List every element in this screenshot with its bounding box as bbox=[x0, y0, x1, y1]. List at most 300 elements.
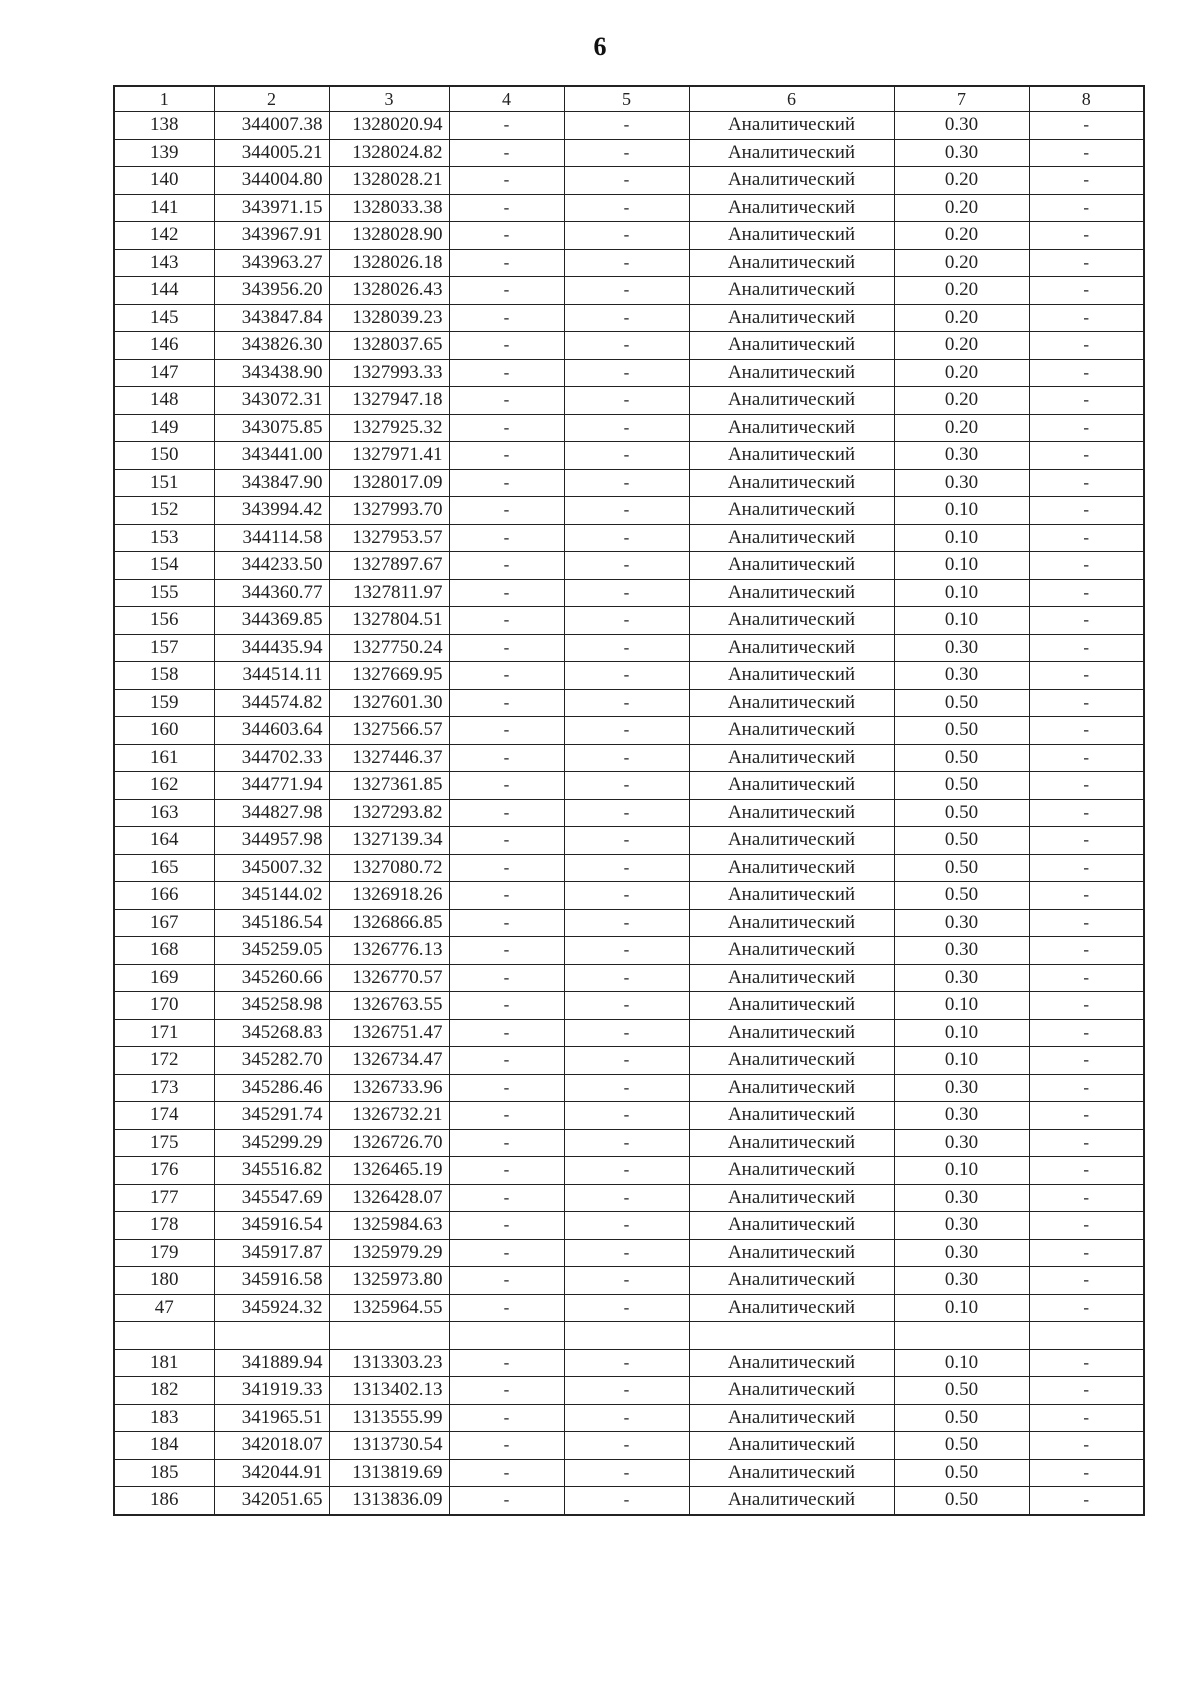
method-cell: Аналитический bbox=[689, 607, 894, 635]
column-5-cell: - bbox=[564, 1074, 689, 1102]
point-number-cell: 182 bbox=[114, 1377, 214, 1405]
method-cell: Аналитический bbox=[689, 469, 894, 497]
column-5-cell: - bbox=[564, 1157, 689, 1185]
method-cell: Аналитический bbox=[689, 1267, 894, 1295]
accuracy-cell: 0.10 bbox=[894, 497, 1029, 525]
x-coordinate-cell: 345259.05 bbox=[214, 937, 329, 965]
point-number-cell: 144 bbox=[114, 277, 214, 305]
x-coordinate-cell: 341889.94 bbox=[214, 1349, 329, 1377]
column-8-cell: - bbox=[1029, 579, 1144, 607]
column-5-cell: - bbox=[564, 634, 689, 662]
y-coordinate-cell: 1328037.65 bbox=[329, 332, 449, 360]
column-4-cell: - bbox=[449, 1102, 564, 1130]
point-number-cell: 160 bbox=[114, 717, 214, 745]
column-4-cell: - bbox=[449, 1239, 564, 1267]
page-number: 6 bbox=[593, 32, 607, 61]
column-5-cell: - bbox=[564, 717, 689, 745]
accuracy-cell: 0.20 bbox=[894, 387, 1029, 415]
method-cell: Аналитический bbox=[689, 1047, 894, 1075]
point-number-cell: 169 bbox=[114, 964, 214, 992]
column-8-cell: - bbox=[1029, 882, 1144, 910]
column-8-cell: - bbox=[1029, 1349, 1144, 1377]
method-cell: Аналитический bbox=[689, 552, 894, 580]
accuracy-cell: 0.10 bbox=[894, 1157, 1029, 1185]
column-5-cell: - bbox=[564, 277, 689, 305]
column-8-cell: - bbox=[1029, 964, 1144, 992]
table-row bbox=[114, 249, 1144, 277]
method-cell: Аналитический bbox=[689, 579, 894, 607]
table-row bbox=[114, 882, 1144, 910]
x-coordinate-cell: 345186.54 bbox=[214, 909, 329, 937]
method-cell: Аналитический bbox=[689, 992, 894, 1020]
x-coordinate-cell: 342051.65 bbox=[214, 1487, 329, 1515]
table-row bbox=[114, 1074, 1144, 1102]
accuracy-cell: 0.50 bbox=[894, 744, 1029, 772]
column-4-cell: - bbox=[449, 1459, 564, 1487]
column-8-cell: - bbox=[1029, 1184, 1144, 1212]
y-coordinate-cell: 1325979.29 bbox=[329, 1239, 449, 1267]
table-row bbox=[114, 1184, 1144, 1212]
table-row bbox=[114, 992, 1144, 1020]
column-8-cell: - bbox=[1029, 1432, 1144, 1460]
y-coordinate-cell: 1326428.07 bbox=[329, 1184, 449, 1212]
x-coordinate-cell: 343847.84 bbox=[214, 304, 329, 332]
point-number-cell: 177 bbox=[114, 1184, 214, 1212]
y-coordinate-cell: 1326770.57 bbox=[329, 964, 449, 992]
x-coordinate-cell: 345299.29 bbox=[214, 1129, 329, 1157]
column-4-cell: - bbox=[449, 992, 564, 1020]
method-cell: Аналитический bbox=[689, 222, 894, 250]
column-header-1: 1 bbox=[114, 86, 214, 112]
table-row bbox=[114, 909, 1144, 937]
table-row bbox=[114, 1487, 1144, 1515]
point-number-cell: 156 bbox=[114, 607, 214, 635]
x-coordinate-cell: 344514.11 bbox=[214, 662, 329, 690]
column-8-cell: - bbox=[1029, 1459, 1144, 1487]
y-coordinate-cell: 1325984.63 bbox=[329, 1212, 449, 1240]
column-8-cell: - bbox=[1029, 139, 1144, 167]
method-cell: Аналитический bbox=[689, 139, 894, 167]
point-number-cell: 171 bbox=[114, 1019, 214, 1047]
column-8-cell: - bbox=[1029, 937, 1144, 965]
accuracy-cell: 0.10 bbox=[894, 992, 1029, 1020]
method-cell: Аналитический bbox=[689, 662, 894, 690]
column-8-cell: - bbox=[1029, 634, 1144, 662]
accuracy-cell: 0.50 bbox=[894, 799, 1029, 827]
column-5-cell: - bbox=[564, 524, 689, 552]
accuracy-cell: 0.20 bbox=[894, 359, 1029, 387]
column-4-cell: - bbox=[449, 442, 564, 470]
column-5-cell: - bbox=[564, 607, 689, 635]
y-coordinate-cell: 1327897.67 bbox=[329, 552, 449, 580]
y-coordinate-cell: 1327601.30 bbox=[329, 689, 449, 717]
column-5-cell: - bbox=[564, 1019, 689, 1047]
method-cell: Аналитический bbox=[689, 1294, 894, 1322]
x-coordinate-cell: 345916.58 bbox=[214, 1267, 329, 1295]
table-row bbox=[114, 717, 1144, 745]
method-cell: Аналитический bbox=[689, 167, 894, 195]
table-row bbox=[114, 469, 1144, 497]
column-8-cell: - bbox=[1029, 1102, 1144, 1130]
column-4-cell: - bbox=[449, 827, 564, 855]
accuracy-cell: 0.50 bbox=[894, 772, 1029, 800]
accuracy-cell: 0.20 bbox=[894, 222, 1029, 250]
column-4-cell: - bbox=[449, 717, 564, 745]
column-4-cell: - bbox=[449, 222, 564, 250]
accuracy-cell: 0.50 bbox=[894, 1377, 1029, 1405]
method-cell: Аналитический bbox=[689, 249, 894, 277]
column-8-cell: - bbox=[1029, 524, 1144, 552]
y-coordinate-cell: 1327139.34 bbox=[329, 827, 449, 855]
point-number-cell: 151 bbox=[114, 469, 214, 497]
x-coordinate-cell: 344603.64 bbox=[214, 717, 329, 745]
accuracy-cell: 0.20 bbox=[894, 194, 1029, 222]
column-5-cell: - bbox=[564, 662, 689, 690]
column-5-cell: - bbox=[564, 112, 689, 140]
table-row bbox=[114, 414, 1144, 442]
column-4-cell: - bbox=[449, 359, 564, 387]
y-coordinate-cell: 1327361.85 bbox=[329, 772, 449, 800]
method-cell: Аналитический bbox=[689, 387, 894, 415]
x-coordinate-cell: 345916.54 bbox=[214, 1212, 329, 1240]
column-4-cell: - bbox=[449, 689, 564, 717]
column-4-cell: - bbox=[449, 112, 564, 140]
table-row bbox=[114, 524, 1144, 552]
column-5-cell: - bbox=[564, 1432, 689, 1460]
accuracy-cell: 0.20 bbox=[894, 277, 1029, 305]
y-coordinate-cell: 1326734.47 bbox=[329, 1047, 449, 1075]
accuracy-cell: 0.10 bbox=[894, 524, 1029, 552]
accuracy-cell: 0.10 bbox=[894, 552, 1029, 580]
point-number-cell: 138 bbox=[114, 112, 214, 140]
x-coordinate-cell: 343438.90 bbox=[214, 359, 329, 387]
column-5-cell: - bbox=[564, 552, 689, 580]
point-number-cell: 165 bbox=[114, 854, 214, 882]
column-header-5: 5 bbox=[564, 86, 689, 112]
accuracy-cell: 0.30 bbox=[894, 634, 1029, 662]
column-4-cell: - bbox=[449, 497, 564, 525]
x-coordinate-cell: 345144.02 bbox=[214, 882, 329, 910]
point-number-cell: 146 bbox=[114, 332, 214, 360]
method-cell: Аналитический bbox=[689, 717, 894, 745]
method-cell: Аналитический bbox=[689, 909, 894, 937]
accuracy-cell: 0.50 bbox=[894, 689, 1029, 717]
method-cell: Аналитический bbox=[689, 277, 894, 305]
column-5-cell: - bbox=[564, 359, 689, 387]
accuracy-cell: 0.50 bbox=[894, 717, 1029, 745]
y-coordinate-cell: 1328028.90 bbox=[329, 222, 449, 250]
column-4-cell: - bbox=[449, 552, 564, 580]
column-5-cell: - bbox=[564, 1239, 689, 1267]
column-5-cell: - bbox=[564, 194, 689, 222]
table-row bbox=[114, 744, 1144, 772]
y-coordinate-cell: 1328028.21 bbox=[329, 167, 449, 195]
x-coordinate-cell: 344574.82 bbox=[214, 689, 329, 717]
x-coordinate-cell: 343075.85 bbox=[214, 414, 329, 442]
accuracy-cell: 0.20 bbox=[894, 249, 1029, 277]
accuracy-cell: 0.30 bbox=[894, 964, 1029, 992]
x-coordinate-cell: 344233.50 bbox=[214, 552, 329, 580]
column-4-cell: - bbox=[449, 1432, 564, 1460]
column-4-cell: - bbox=[449, 1129, 564, 1157]
column-5-cell: - bbox=[564, 1267, 689, 1295]
y-coordinate-cell: 1328017.09 bbox=[329, 469, 449, 497]
table-row bbox=[114, 552, 1144, 580]
y-coordinate-cell: 1327993.70 bbox=[329, 497, 449, 525]
column-5-cell: - bbox=[564, 332, 689, 360]
column-4-cell: - bbox=[449, 1487, 564, 1515]
y-coordinate-cell: 1327947.18 bbox=[329, 387, 449, 415]
y-coordinate-cell: 1327446.37 bbox=[329, 744, 449, 772]
method-cell: Аналитический bbox=[689, 359, 894, 387]
column-8-cell: - bbox=[1029, 854, 1144, 882]
column-5-cell: - bbox=[564, 1047, 689, 1075]
method-cell: Аналитический bbox=[689, 964, 894, 992]
accuracy-cell: 0.30 bbox=[894, 1074, 1029, 1102]
accuracy-cell: 0.50 bbox=[894, 1432, 1029, 1460]
point-number-cell: 149 bbox=[114, 414, 214, 442]
column-4-cell: - bbox=[449, 387, 564, 415]
point-number-cell: 184 bbox=[114, 1432, 214, 1460]
x-coordinate-cell: 341965.51 bbox=[214, 1404, 329, 1432]
column-8-cell: - bbox=[1029, 222, 1144, 250]
method-cell: Аналитический bbox=[689, 1129, 894, 1157]
table-row bbox=[114, 689, 1144, 717]
y-coordinate-cell: 1326732.21 bbox=[329, 1102, 449, 1130]
method-cell: Аналитический bbox=[689, 1404, 894, 1432]
y-coordinate-cell: 1326465.19 bbox=[329, 1157, 449, 1185]
method-cell: Аналитический bbox=[689, 799, 894, 827]
table-row bbox=[114, 497, 1144, 525]
column-5-cell: - bbox=[564, 689, 689, 717]
column-4-cell bbox=[449, 1322, 564, 1350]
table-row bbox=[114, 1239, 1144, 1267]
column-5-cell: - bbox=[564, 1129, 689, 1157]
column-5-cell: - bbox=[564, 167, 689, 195]
column-4-cell: - bbox=[449, 634, 564, 662]
column-5-cell: - bbox=[564, 497, 689, 525]
column-5-cell bbox=[564, 1322, 689, 1350]
column-8-cell: - bbox=[1029, 304, 1144, 332]
y-coordinate-cell: 1327293.82 bbox=[329, 799, 449, 827]
column-8-cell: - bbox=[1029, 689, 1144, 717]
column-8-cell: - bbox=[1029, 332, 1144, 360]
table-row bbox=[114, 1404, 1144, 1432]
column-5-cell: - bbox=[564, 992, 689, 1020]
column-4-cell: - bbox=[449, 1074, 564, 1102]
method-cell: Аналитический bbox=[689, 1432, 894, 1460]
y-coordinate-cell: 1325964.55 bbox=[329, 1294, 449, 1322]
y-coordinate-cell: 1327750.24 bbox=[329, 634, 449, 662]
point-number-cell: 141 bbox=[114, 194, 214, 222]
table-body bbox=[114, 112, 1144, 1515]
accuracy-cell: 0.30 bbox=[894, 139, 1029, 167]
x-coordinate-cell: 343963.27 bbox=[214, 249, 329, 277]
accuracy-cell: 0.20 bbox=[894, 304, 1029, 332]
column-8-cell: - bbox=[1029, 112, 1144, 140]
column-5-cell: - bbox=[564, 414, 689, 442]
column-8-cell: - bbox=[1029, 1074, 1144, 1102]
point-number-cell: 173 bbox=[114, 1074, 214, 1102]
column-8-cell: - bbox=[1029, 1239, 1144, 1267]
column-4-cell: - bbox=[449, 524, 564, 552]
column-4-cell: - bbox=[449, 1157, 564, 1185]
y-coordinate-cell: 1313836.09 bbox=[329, 1487, 449, 1515]
point-number-cell: 139 bbox=[114, 139, 214, 167]
method-cell: Аналитический bbox=[689, 827, 894, 855]
table-header-row bbox=[114, 86, 1144, 112]
column-8-cell: - bbox=[1029, 827, 1144, 855]
accuracy-cell: 0.10 bbox=[894, 579, 1029, 607]
column-8-cell: - bbox=[1029, 194, 1144, 222]
accuracy-cell bbox=[894, 1322, 1029, 1350]
column-header-8: 8 bbox=[1029, 86, 1144, 112]
y-coordinate-cell: 1327811.97 bbox=[329, 579, 449, 607]
column-4-cell: - bbox=[449, 414, 564, 442]
x-coordinate-cell: 345007.32 bbox=[214, 854, 329, 882]
point-number-cell: 178 bbox=[114, 1212, 214, 1240]
column-4-cell: - bbox=[449, 332, 564, 360]
table-row bbox=[114, 1019, 1144, 1047]
column-4-cell: - bbox=[449, 277, 564, 305]
y-coordinate-cell: 1328039.23 bbox=[329, 304, 449, 332]
method-cell: Аналитический bbox=[689, 414, 894, 442]
point-number-cell: 158 bbox=[114, 662, 214, 690]
table-row bbox=[114, 304, 1144, 332]
y-coordinate-cell: 1328026.43 bbox=[329, 277, 449, 305]
method-cell: Аналитический bbox=[689, 112, 894, 140]
column-4-cell: - bbox=[449, 1349, 564, 1377]
x-coordinate-cell: 345260.66 bbox=[214, 964, 329, 992]
column-8-cell: - bbox=[1029, 387, 1144, 415]
y-coordinate-cell bbox=[329, 1322, 449, 1350]
column-5-cell: - bbox=[564, 222, 689, 250]
method-cell: Аналитический bbox=[689, 1074, 894, 1102]
y-coordinate-cell: 1313402.13 bbox=[329, 1377, 449, 1405]
table-row bbox=[114, 799, 1144, 827]
point-number-cell: 140 bbox=[114, 167, 214, 195]
column-8-cell: - bbox=[1029, 1129, 1144, 1157]
method-cell: Аналитический bbox=[689, 332, 894, 360]
x-coordinate-cell: 345286.46 bbox=[214, 1074, 329, 1102]
table-row bbox=[114, 1349, 1144, 1377]
method-cell: Аналитический bbox=[689, 524, 894, 552]
y-coordinate-cell: 1327993.33 bbox=[329, 359, 449, 387]
method-cell: Аналитический bbox=[689, 1459, 894, 1487]
table-row bbox=[114, 359, 1144, 387]
column-8-cell: - bbox=[1029, 167, 1144, 195]
table-row bbox=[114, 112, 1144, 140]
x-coordinate-cell: 343826.30 bbox=[214, 332, 329, 360]
y-coordinate-cell: 1327080.72 bbox=[329, 854, 449, 882]
method-cell: Аналитический bbox=[689, 1184, 894, 1212]
method-cell: Аналитический bbox=[689, 772, 894, 800]
point-number-cell: 159 bbox=[114, 689, 214, 717]
point-number-cell bbox=[114, 1322, 214, 1350]
column-4-cell: - bbox=[449, 1404, 564, 1432]
table-row bbox=[114, 937, 1144, 965]
x-coordinate-cell: 345258.98 bbox=[214, 992, 329, 1020]
table-row bbox=[114, 194, 1144, 222]
accuracy-cell: 0.10 bbox=[894, 607, 1029, 635]
accuracy-cell: 0.30 bbox=[894, 662, 1029, 690]
point-number-cell: 145 bbox=[114, 304, 214, 332]
method-cell: Аналитический bbox=[689, 744, 894, 772]
y-coordinate-cell: 1326733.96 bbox=[329, 1074, 449, 1102]
point-number-cell: 186 bbox=[114, 1487, 214, 1515]
column-4-cell: - bbox=[449, 937, 564, 965]
column-4-cell: - bbox=[449, 964, 564, 992]
x-coordinate-cell: 345516.82 bbox=[214, 1157, 329, 1185]
column-8-cell: - bbox=[1029, 442, 1144, 470]
accuracy-cell: 0.20 bbox=[894, 332, 1029, 360]
table-row bbox=[114, 854, 1144, 882]
column-header-6: 6 bbox=[689, 86, 894, 112]
table-row bbox=[114, 222, 1144, 250]
point-number-cell: 153 bbox=[114, 524, 214, 552]
y-coordinate-cell: 1328020.94 bbox=[329, 112, 449, 140]
point-number-cell: 176 bbox=[114, 1157, 214, 1185]
method-cell: Аналитический bbox=[689, 854, 894, 882]
coordinates-table bbox=[113, 85, 1145, 1516]
point-number-cell: 179 bbox=[114, 1239, 214, 1267]
column-5-cell: - bbox=[564, 909, 689, 937]
column-5-cell: - bbox=[564, 1102, 689, 1130]
method-cell: Аналитический bbox=[689, 497, 894, 525]
accuracy-cell: 0.10 bbox=[894, 1019, 1029, 1047]
table-row bbox=[114, 139, 1144, 167]
accuracy-cell: 0.30 bbox=[894, 1102, 1029, 1130]
point-number-cell: 180 bbox=[114, 1267, 214, 1295]
table-row bbox=[114, 827, 1144, 855]
point-number-cell: 143 bbox=[114, 249, 214, 277]
accuracy-cell: 0.30 bbox=[894, 1184, 1029, 1212]
column-4-cell: - bbox=[449, 1212, 564, 1240]
column-5-cell: - bbox=[564, 249, 689, 277]
column-8-cell: - bbox=[1029, 249, 1144, 277]
x-coordinate-cell: 344360.77 bbox=[214, 579, 329, 607]
point-number-cell: 155 bbox=[114, 579, 214, 607]
table-row bbox=[114, 332, 1144, 360]
table-row bbox=[114, 1432, 1144, 1460]
column-5-cell: - bbox=[564, 799, 689, 827]
column-8-cell: - bbox=[1029, 772, 1144, 800]
column-8-cell: - bbox=[1029, 992, 1144, 1020]
accuracy-cell: 0.30 bbox=[894, 442, 1029, 470]
x-coordinate-cell: 343956.20 bbox=[214, 277, 329, 305]
column-8-cell: - bbox=[1029, 607, 1144, 635]
point-number-cell: 181 bbox=[114, 1349, 214, 1377]
point-number-cell: 183 bbox=[114, 1404, 214, 1432]
y-coordinate-cell: 1327804.51 bbox=[329, 607, 449, 635]
accuracy-cell: 0.20 bbox=[894, 414, 1029, 442]
y-coordinate-cell: 1326726.70 bbox=[329, 1129, 449, 1157]
x-coordinate-cell: 344005.21 bbox=[214, 139, 329, 167]
y-coordinate-cell: 1325973.80 bbox=[329, 1267, 449, 1295]
column-8-cell: - bbox=[1029, 1157, 1144, 1185]
x-coordinate-cell: 344957.98 bbox=[214, 827, 329, 855]
column-4-cell: - bbox=[449, 662, 564, 690]
column-8-cell: - bbox=[1029, 1404, 1144, 1432]
column-8-cell: - bbox=[1029, 1267, 1144, 1295]
column-4-cell: - bbox=[449, 1294, 564, 1322]
y-coordinate-cell: 1327669.95 bbox=[329, 662, 449, 690]
y-coordinate-cell: 1328033.38 bbox=[329, 194, 449, 222]
column-5-cell: - bbox=[564, 1349, 689, 1377]
x-coordinate-cell: 345282.70 bbox=[214, 1047, 329, 1075]
y-coordinate-cell: 1313303.23 bbox=[329, 1349, 449, 1377]
method-cell: Аналитический bbox=[689, 1102, 894, 1130]
